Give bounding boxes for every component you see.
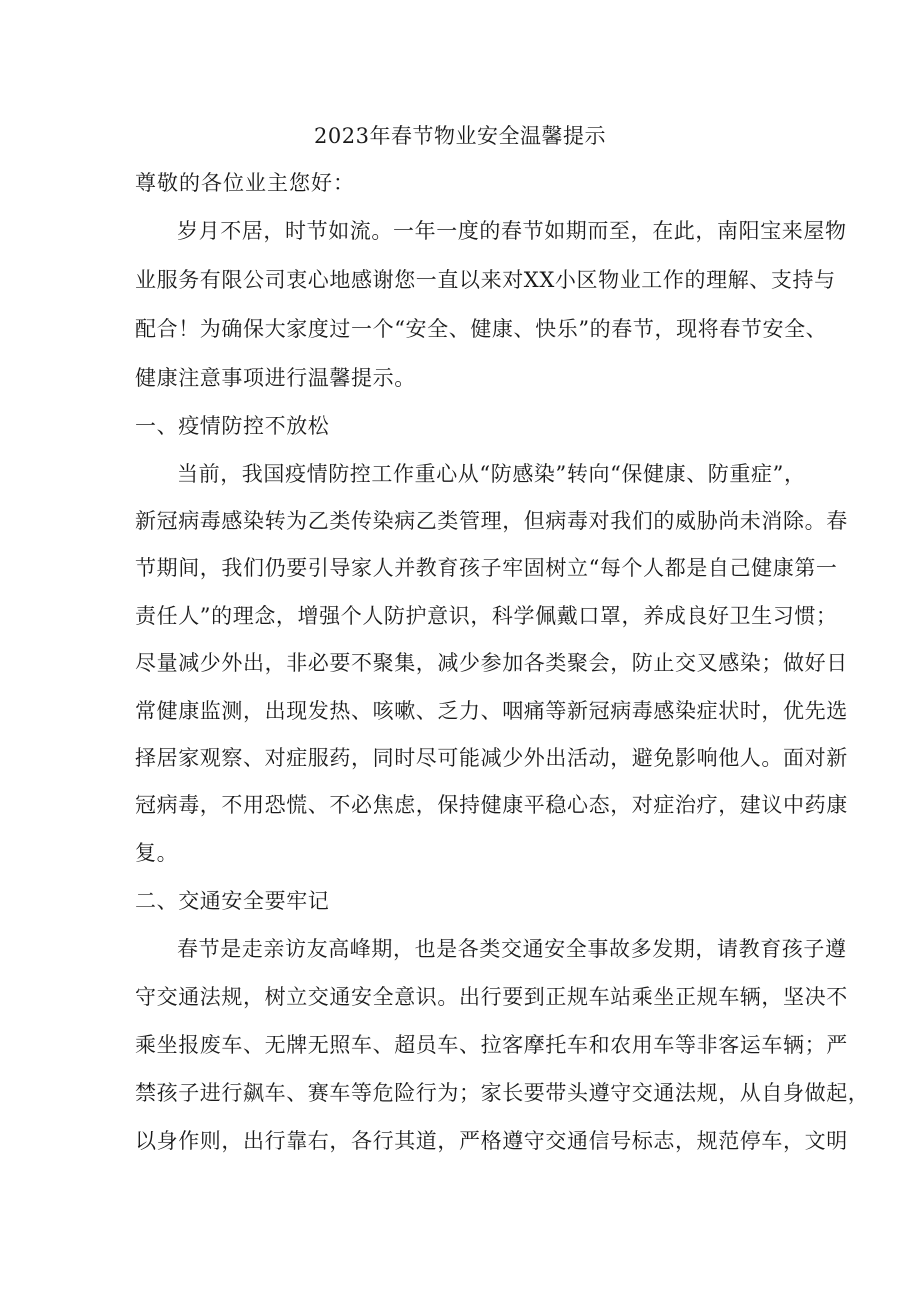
section1-line: 复。: [135, 841, 179, 865]
section-heading: 二、交通安全要牢记: [135, 889, 330, 913]
section2-line: 禁孩子进行飙车、赛车等危险行为；家长要带头遵守交通法规，从自身做起，: [135, 1081, 870, 1105]
section1-line: 当前，我国疫情防控工作重心从“防感染”转向“保健康、防重症”，: [177, 462, 806, 486]
section-heading: 一、疫情防控不放松: [135, 414, 330, 438]
section1-line: 择居家观察、对症服药，同时尽可能减少外出活动，避免影响他人。面对新: [135, 746, 848, 770]
salutation: 尊敬的各位业主您好：: [135, 171, 355, 195]
section2-line: 春节是走亲访友高峰期，也是各类交通安全事故多发期，请教育孩子遵: [177, 937, 847, 961]
intro-line: 岁月不居，时节如流。一年一度的春节如期而至，在此，南阳宝来屋物: [177, 219, 847, 243]
section1-line: 常健康监测，出现发热、咳嗽、乏力、咽痛等新冠病毒感染症状时，优先选: [135, 699, 848, 723]
section1-line: 责任人”的理念，增强个人防护意识，科学佩戴口罩，养成良好卫生习惯；: [135, 604, 838, 628]
section1-line: 冠病毒，不用恐慌、不必焦虑，保持健康平稳心态，对症治疗，建议中药康: [135, 793, 848, 817]
intro-line: 健康注意事项进行温馨提示。: [135, 366, 416, 390]
intro-line: 业服务有限公司衷心地感谢您一直以来对XX小区物业工作的理解、支持与: [135, 268, 836, 292]
section1-line: 新冠病毒感染转为乙类传染病乙类管理，但病毒对我们的威胁尚未消除。春: [135, 509, 848, 533]
intro-line: 配合！为确保大家度过一个“安全、健康、快乐”的春节，现将春节安全、: [135, 317, 828, 341]
document-title: 2023年春节物业安全温馨提示: [314, 124, 606, 148]
section1-line: 节期间，我们仍要引导家人并教育孩子牢固树立“每个人都是自己健康第一: [135, 556, 838, 580]
section2-line: 乘坐报废车、无牌无照车、超员车、拉客摩托车和农用车等非客运车辆；严: [135, 1033, 848, 1057]
section2-line: 守交通法规，树立交通安全意识。出行要到正规车站乘坐正规车辆，坚决不: [135, 985, 848, 1009]
section1-line: 尽量减少外出，非必要不聚集，减少参加各类聚会，防止交叉感染；做好日: [135, 651, 848, 675]
section2-line: 以身作则，出行靠右，各行其道，严格遵守交通信号标志，规范停车，文明: [135, 1129, 848, 1153]
